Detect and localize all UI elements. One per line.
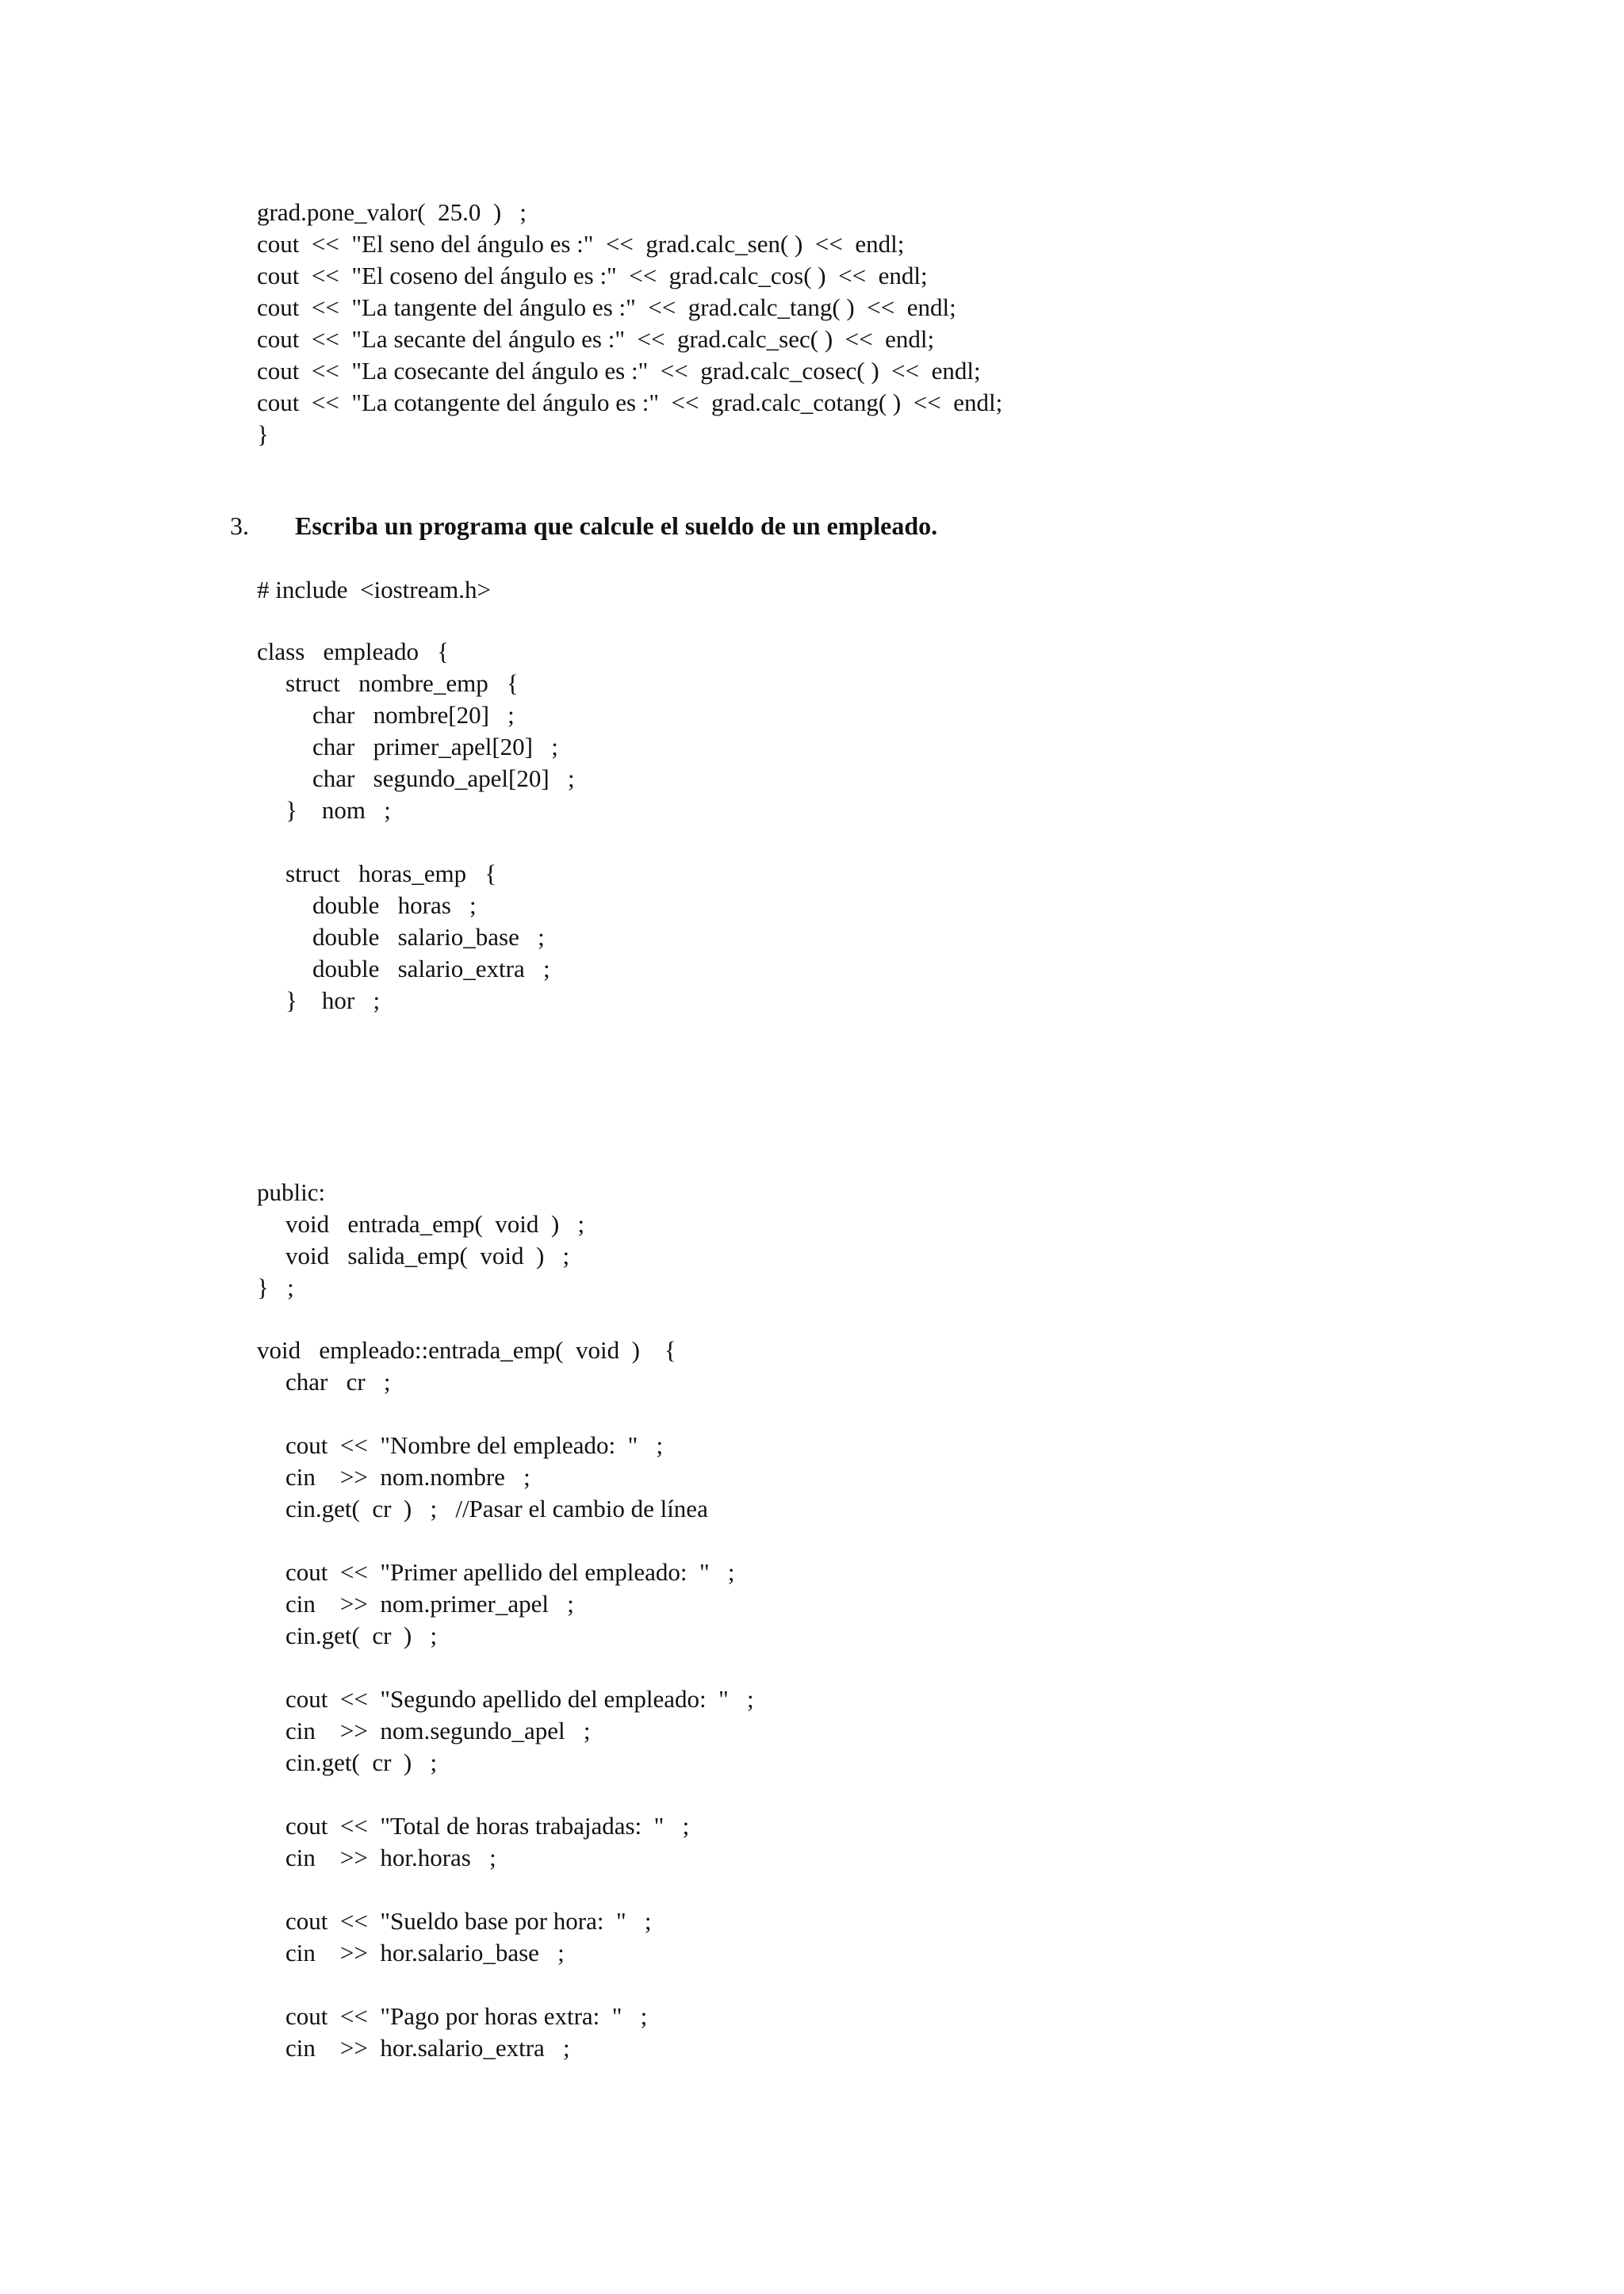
code-line: void empleado::entrada_emp( void ) { <box>257 1336 676 1364</box>
code-line: } hor ; <box>285 986 381 1014</box>
code-line: void entrada_emp( void ) ; <box>285 1210 585 1238</box>
code-line: cin.get( cr ) ; //Pasar el cambio de línea <box>285 1495 708 1522</box>
code-line: cin >> hor.salario_base ; <box>285 1939 565 1967</box>
code-line: char nombre[20] ; <box>312 701 515 729</box>
code-line: cout << "Total de horas trabajadas: " ; <box>285 1812 690 1840</box>
code-line: } <box>257 420 269 448</box>
code-line: double horas ; <box>312 891 477 919</box>
code-line: cout << "La cotangente del ángulo es :" << grad.calc_cotang( ) << endl; <box>257 389 1003 416</box>
code-line: cout << "Nombre del empleado: " ; <box>285 1431 664 1459</box>
code-line: void salida_emp( void ) ; <box>285 1242 570 1270</box>
include-directive: # include <iostream.h> <box>257 576 491 603</box>
code-line: class empleado { <box>257 638 450 665</box>
code-line: double salario_base ; <box>312 923 545 951</box>
code-line: cin >> hor.horas ; <box>285 1844 496 1871</box>
code-line: cin.get( cr ) ; <box>285 1748 438 1776</box>
code-line: cin >> nom.nombre ; <box>285 1463 530 1491</box>
code-line: struct nombre_emp { <box>285 669 519 697</box>
code-line: cout << "Sueldo base por hora: " ; <box>285 1907 652 1935</box>
code-line: cout << "Primer apellido del empleado: " ; <box>285 1558 735 1586</box>
code-line: cout << "La cosecante del ángulo es :" << grad.calc_cosec( ) << endl; <box>257 357 981 385</box>
code-line: char cr ; <box>285 1368 391 1396</box>
code-line: cout << "La tangente del ángulo es :" << grad.calc_tang( ) << endl; <box>257 293 956 321</box>
code-line: } ; <box>257 1273 294 1301</box>
code-line: grad.pone_valor( 25.0 ) ; <box>257 198 527 226</box>
code-line: public: <box>257 1178 326 1206</box>
code-line: } nom ; <box>285 796 391 824</box>
code-line: char segundo_apel[20] ; <box>312 764 575 792</box>
code-line: double salario_extra ; <box>312 955 550 982</box>
code-line: cin >> nom.primer_apel ; <box>285 1590 574 1618</box>
code-line: cout << "La secante del ángulo es :" << grad.calc_sec( ) << endl; <box>257 325 935 353</box>
code-line: cin >> nom.segundo_apel ; <box>285 1717 591 1744</box>
exercise-title: Escriba un programa que calcule el sueldo de un empleado. <box>295 511 938 540</box>
code-line: cin >> hor.salario_extra ; <box>285 2034 570 2062</box>
code-line: cout << "El seno del ángulo es :" << grad.calc_sen( ) << endl; <box>257 230 905 258</box>
code-line: cout << "El coseno del ángulo es :" << grad.calc_cos( ) << endl; <box>257 262 928 289</box>
code-line: cin.get( cr ) ; <box>285 1622 438 1649</box>
code-line: char primer_apel[20] ; <box>312 733 558 760</box>
code-line: cout << "Segundo apellido del empleado: " ; <box>285 1685 754 1713</box>
code-line: struct horas_emp { <box>285 860 497 887</box>
exercise-number: 3. <box>230 511 249 540</box>
code-line: cout << "Pago por horas extra: " ; <box>285 2002 648 2030</box>
